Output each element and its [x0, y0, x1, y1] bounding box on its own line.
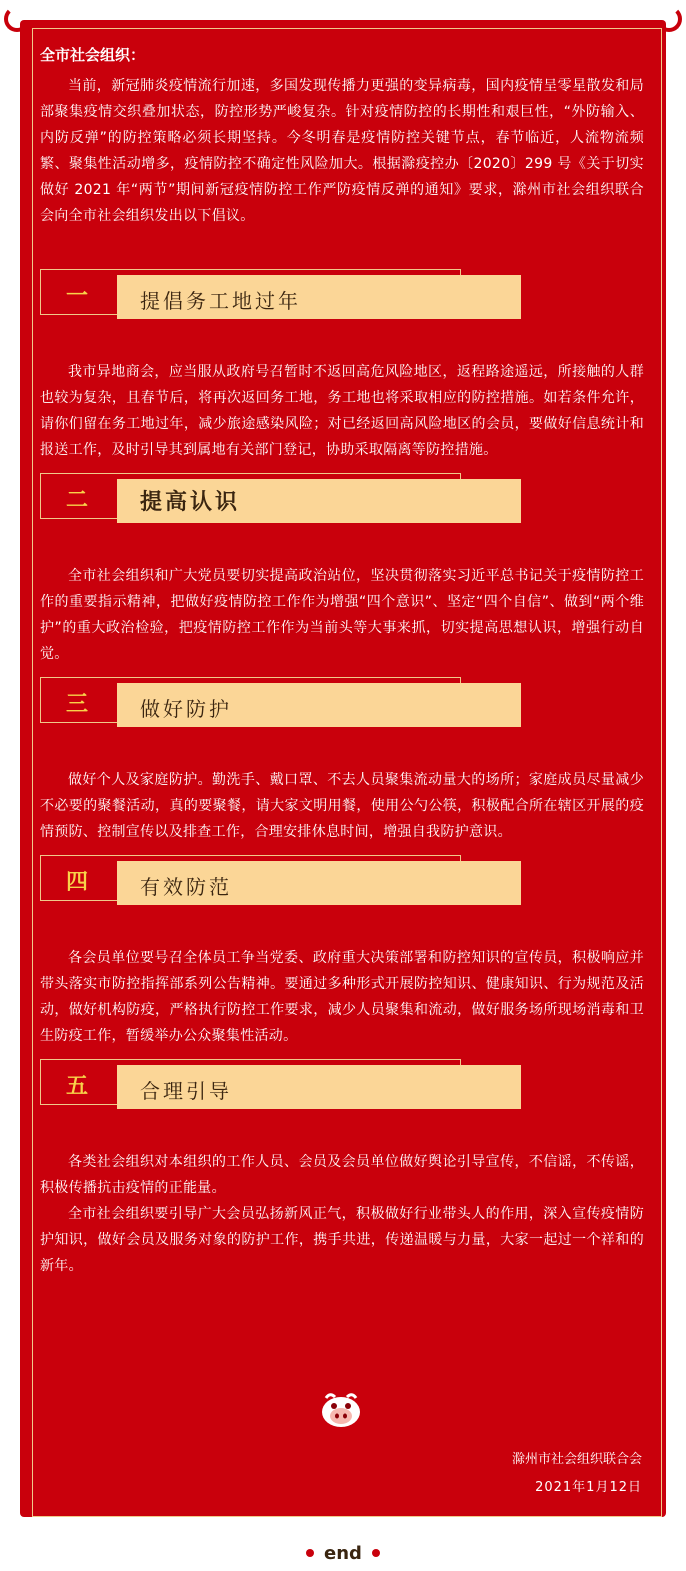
section-paragraph: 我市异地商会，应当服从政府号召暂时不返回高危风险地区，返程路途遥远，所接触的人群也较为复杂，且春节后，将再次返回务工地，务工地也将采取相应的防控措施。如若条件允许，请你们留在务工地过年，减少旅途感染风险；对已经返回高风险地区的会员，要做好信息统计和报送工作，及时引导其到属地有关部门登记，协助采取隔离等防控措施。: [40, 364, 644, 458]
section-5: [40, 1059, 644, 1279]
section-paragraph: 做好个人及家庭防护。勤洗手、戴口罩、不去人员聚集流动量大的场所；家庭成员尽量减少不必要的聚餐活动，真的要聚餐，请大家文明用餐，使用公勺公筷，积极配合所在辖区开展的疫情预防、控制宣传以及排查工作，合理安排休息时间，增强自我防护意识。: [40, 772, 644, 840]
section-paragraph: 全市社会组织要引导广大会员弘扬新风正气，积极做好行业带头人的作用，深入宣传疫情防护知识，做好会员及服务对象的防护工作，携手共进，传递温暖与力量，大家一起过一个祥和的新年。: [40, 1206, 644, 1274]
end-dot-right-icon: [372, 1549, 380, 1557]
section-number: 二: [65, 488, 88, 513]
section-header: [40, 269, 644, 319]
salutation: 全市社会组织：: [40, 46, 146, 64]
section-title: 有效防范: [140, 875, 232, 899]
section-paragraph: 各会员单位要号召全体员工争当党委、政府重大决策部署和防控知识的宣传员，积极响应并带头落实市防控指挥部系列公告精神。要通过多种形式开展防控知识、健康知识、行为规范及活动，做好机构防疫，严格执行防控工作要求，减少人员聚集和流动，做好服务场所现场消毒和卫生防疫工作，暂缓举办公众聚集性活动。: [40, 950, 644, 1044]
section-header: [40, 1059, 644, 1109]
end-label: end: [324, 1542, 362, 1564]
document-content: [40, 40, 644, 1279]
section-number: 四: [65, 870, 88, 895]
intro-paragraph: 当前，新冠肺炎疫情流行加速，多国发现传播力更强的变异病毒，国内疫情呈零星散发和局部聚集疫情交织叠加状态，防控形势严峻复杂。针对疫情防控的长期性和艰巨性，“外防输入、内防反弹”的防控策略必须长期坚持。今冬明春是疫情防控关键节点，春节临近，人流物流频繁、聚集性活动增多，疫情防控不确定性风险加大。根据滁疫控办〔2020〕299 号《关于切实做好 2021 年“两节”期间新冠疫情防控工作严防疫情反弹的通知》要求，滁州市社会组织联合会向全市社会组织发出以下倡议。: [40, 78, 644, 224]
section-1: [40, 269, 644, 463]
signature-date: 2021年1月12日: [535, 1480, 642, 1495]
section-paragraph: 全市社会组织和广大党员要切实提高政治站位，坚决贯彻落实习近平总书记关于疫情防控工作的重要指示精神，把做好疫情防控工作作为增强“四个意识”、坚定“四个自信”、做到“两个维护”的重大政治检验，把疫情防控工作作为当前头等大事来抓，切实提高思想认识，增强行动自觉。: [40, 568, 644, 662]
end-marker: [0, 1538, 686, 1568]
section-title: 做好防护: [140, 697, 232, 721]
section-title: 提高认识: [140, 490, 241, 515]
end-dot-left-icon: [306, 1549, 314, 1557]
section-title: 提倡务工地过年: [140, 289, 301, 313]
section-3: [40, 677, 644, 845]
section-4: [40, 855, 644, 1049]
section-number: 三: [65, 692, 88, 717]
top-band: [0, 0, 686, 22]
section-number: 五: [65, 1074, 88, 1099]
smiling-face-icon: [320, 1388, 362, 1430]
signature-org: 滁州市社会组织联合会: [511, 1452, 642, 1467]
section-2: [40, 473, 644, 667]
section-paragraph: 各类社会组织对本组织的工作人员、会员及会员单位做好舆论引导宣传，不信谣，不传谣，积极传播抗击疫情的正能量。: [40, 1154, 644, 1196]
section-number: 一: [65, 284, 88, 309]
section-title: 合理引导: [140, 1079, 232, 1103]
section-header: [40, 473, 644, 523]
section-header: [40, 677, 644, 727]
section-header: [40, 855, 644, 905]
